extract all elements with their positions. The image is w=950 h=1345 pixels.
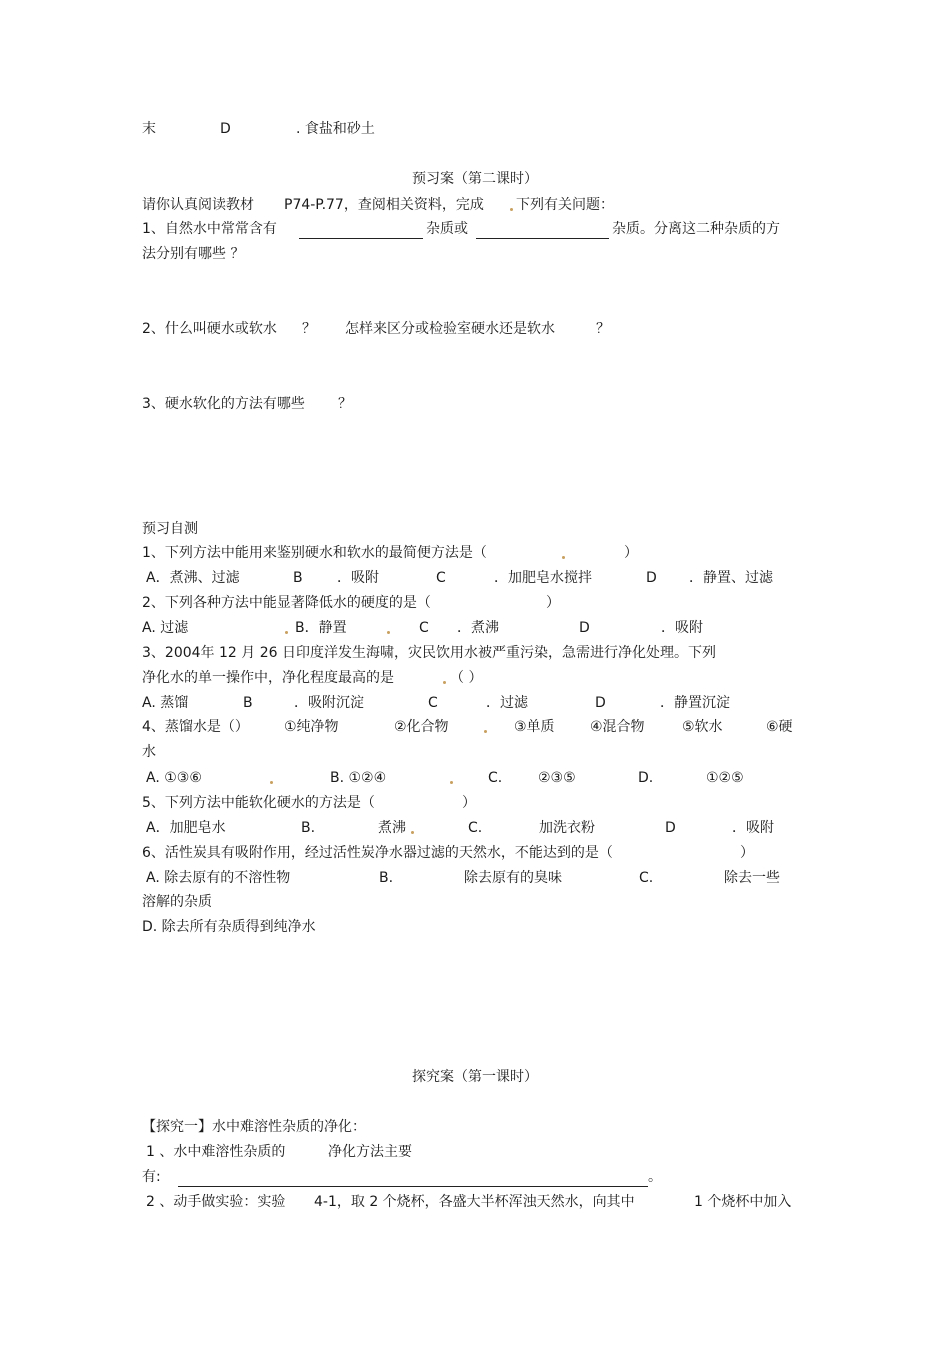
stray-dot	[387, 631, 390, 634]
selftest-q3-option-c-text: ．过滤	[486, 695, 528, 711]
selftest-q4-option-d-text: ①②⑤	[706, 770, 744, 786]
selftest-q3-stem-line-2: 净化水的单一操作中，净化程度最高的是	[142, 670, 394, 686]
selftest-q5-close: ）	[462, 795, 476, 811]
preview-q3-a: 3、硬水软化的方法有哪些	[142, 396, 305, 412]
selftest-q1-option-d-text: ．静置、过滤	[689, 570, 773, 586]
selftest-q3-option-d-text: ．静置沉淀	[660, 695, 730, 711]
selftest-q4-item-5: ⑤软水	[682, 719, 723, 735]
stray-dot	[450, 781, 453, 784]
stray-dot	[270, 781, 273, 784]
selftest-q6-option-b-letter: B.	[379, 870, 394, 886]
top-option-d-text: . 食盐和砂土	[296, 121, 375, 137]
explore-line-2-end: 。	[648, 1169, 662, 1185]
stray-dot	[484, 730, 487, 733]
selftest-q1-option-d-letter: D	[646, 570, 657, 586]
selftest-q5-option-c-text: 加洗衣粉	[539, 820, 595, 836]
selftest-q5-option-c-letter: C.	[468, 820, 483, 836]
selftest-q1-option-b-text: ．吸附	[337, 570, 379, 586]
preview-q2-d: ？	[596, 321, 610, 337]
selftest-q4-item-6: ⑥硬	[766, 719, 793, 735]
selftest-q5-option-b-letter: B.	[301, 820, 316, 836]
selftest-q4-item-4: ④混合物	[590, 719, 645, 735]
selftest-q1-option-c-letter: C	[436, 570, 446, 586]
selftest-q6-option-d: D. 除去所有杂质得到纯净水	[142, 919, 316, 935]
selftest-q5-option-b-text: 煮沸	[378, 820, 406, 836]
selftest-q4-stem: 4、蒸馏水是（）	[142, 719, 249, 735]
selftest-q2-option-b: B．静置	[295, 620, 347, 636]
selftest-q6-option-c-letter: C.	[639, 870, 654, 886]
preview-q2-b: ？	[302, 321, 316, 337]
selftest-q4-item-1: ①纯净物	[284, 719, 339, 735]
top-fragment-end: 末	[142, 121, 156, 137]
explore-line-2-a: 有:	[142, 1169, 161, 1185]
selftest-q4-option-a: A. ①③⑥	[146, 770, 202, 786]
preview-q1-d: 法分别有哪些 ？	[142, 246, 245, 262]
selftest-q3-option-b-text: ．吸附沉淀	[294, 695, 364, 711]
selftest-q4-option-b: B. ①②④	[330, 770, 387, 786]
selftest-q6-option-b-text: 除去原有的臭味	[464, 870, 562, 886]
selftest-q2-close: ）	[546, 595, 560, 611]
selftest-q2-option-c-letter: C	[419, 620, 429, 636]
preview-intro-b: P74-P.77，查阅相关资料，完成	[284, 197, 484, 213]
selftest-q6-close: ）	[740, 845, 754, 861]
stray-dot	[411, 831, 414, 834]
explore-line-3-b: 4-1，取 2 个烧杯，各盛大半杯浑浊天然水，向其中	[314, 1194, 635, 1210]
selftest-q2-option-c-text: ．煮沸	[457, 620, 499, 636]
explore-title: 探究案（第一课时）	[412, 1069, 538, 1085]
selftest-q3-paren: （ ）	[450, 670, 483, 686]
explore-line-1-a: 1 、水中难溶性杂质的	[146, 1144, 286, 1160]
preview-intro-a: 请你认真阅读教材	[142, 197, 254, 213]
top-option-d-letter: D	[220, 121, 231, 137]
selftest-q6-stem: 6、活性炭具有吸附作用，经过活性炭净水器过滤的天然水，不能达到的是（	[142, 845, 613, 861]
stray-dot	[510, 208, 513, 211]
selftest-q2-option-d-letter: D	[579, 620, 590, 636]
stray-dot	[562, 556, 565, 559]
selftest-q6-option-c-text: 除去一些	[724, 870, 780, 886]
selftest-heading: 预习自测	[142, 521, 198, 537]
selftest-q1-option-c-text: ．加肥皂水搅拌	[494, 570, 592, 586]
selftest-q4-option-c-text: ②③⑤	[538, 770, 576, 786]
selftest-q4-item-3: ③单质	[514, 719, 555, 735]
selftest-q5-option-d-letter: D	[665, 820, 676, 836]
selftest-q4-wrap: 水	[142, 744, 156, 760]
explore-line-3-a: 2 、动手做实验：实验	[146, 1194, 286, 1210]
selftest-q2-option-d-text: ．吸附	[661, 620, 703, 636]
selftest-q1-option-b-letter: B	[293, 570, 303, 586]
preview-q1-a: 1、自然水中常常含有	[142, 221, 277, 237]
selftest-q4-item-2: ②化合物	[394, 719, 449, 735]
stray-dot	[285, 631, 288, 634]
selftest-q3-stem-line-1: 3、2004年 12 月 26 日印度洋发生海啸，灾民饮用水被严重污染，急需进行净化处理。下列	[142, 645, 716, 661]
preview-title: 预习案（第二课时）	[412, 171, 538, 187]
selftest-q6-wrap: 溶解的杂质	[142, 894, 212, 910]
selftest-q5-option-d-text: ．吸附	[732, 820, 774, 836]
selftest-q4-option-d-letter: D.	[638, 770, 654, 786]
explore-heading: 【探究一】水中难溶性杂质的净化：	[142, 1119, 366, 1135]
selftest-q2-option-a: A. 过滤	[142, 620, 189, 636]
selftest-q3-option-d-letter: D	[595, 695, 606, 711]
preview-q1-blank-2[interactable]	[476, 238, 609, 239]
selftest-q2-stem: 2、下列各种方法中能显著降低水的硬度的是（	[142, 595, 431, 611]
preview-q1-b: 杂质或	[426, 221, 468, 237]
explore-line-1-b: 净化方法主要	[328, 1144, 412, 1160]
explore-answer-blank[interactable]	[178, 1186, 648, 1187]
selftest-q5-option-a: A．加肥皂水	[146, 820, 226, 836]
preview-intro-c: 下列有关问题：	[516, 197, 614, 213]
preview-q2-a: 2、什么叫硬水或软水	[142, 321, 277, 337]
selftest-q6-option-a: A. 除去原有的不溶性物	[146, 870, 291, 886]
selftest-q3-option-c-letter: C	[428, 695, 438, 711]
preview-q1-blank-1[interactable]	[299, 238, 423, 239]
selftest-q1-option-a: A．煮沸、过滤	[146, 570, 240, 586]
preview-q3-b: ？	[338, 396, 352, 412]
explore-line-3-c: 1 个烧杯中加入	[694, 1194, 792, 1210]
selftest-q3-option-a: A. 蒸馏	[142, 695, 189, 711]
selftest-q4-option-c-letter: C.	[488, 770, 503, 786]
selftest-q1-stem: 1、下列方法中能用来鉴别硬水和软水的最简便方法是（	[142, 545, 487, 561]
stray-dot	[443, 681, 446, 684]
selftest-q3-option-b-letter: B	[243, 695, 253, 711]
selftest-q1-close: ）	[624, 545, 638, 561]
selftest-q5-stem: 5、下列方法中能软化硬水的方法是（	[142, 795, 375, 811]
preview-q2-c: 怎样来区分或检验室硬水还是软水	[345, 321, 555, 337]
preview-q1-c: 杂质。分离这二种杂质的方	[612, 221, 780, 237]
